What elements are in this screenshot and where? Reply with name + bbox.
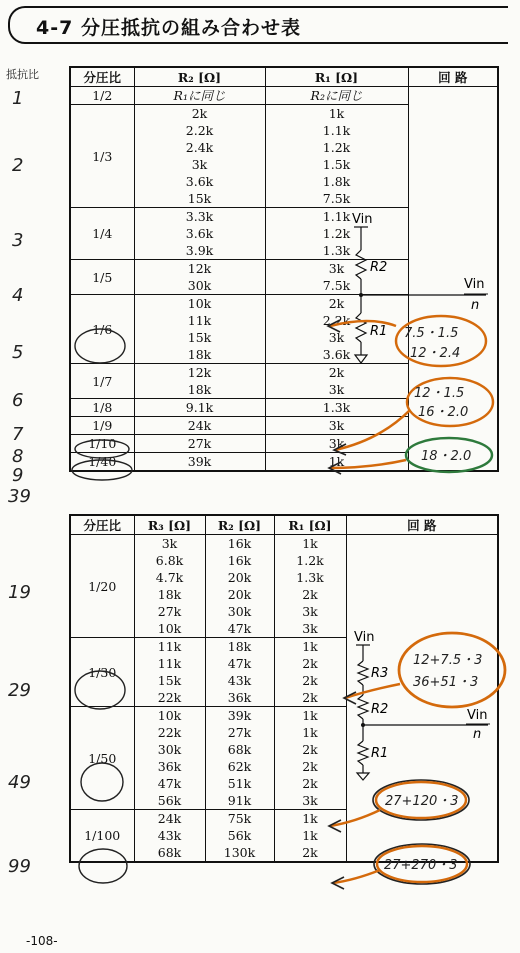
r2-cell: 51k: [205, 775, 274, 792]
r2-cell: 75k: [205, 810, 274, 828]
r1-cell: R₂に同じ: [265, 87, 408, 105]
r1-label: R1: [371, 746, 389, 761]
r2-cell: 30k: [134, 277, 265, 295]
margin-note: 5: [12, 342, 24, 363]
r3-cell: 30k: [134, 741, 205, 758]
r2-cell: 91k: [205, 792, 274, 810]
r1-cell: 3k: [274, 620, 346, 638]
col-header-circuit: 回 路: [346, 515, 498, 535]
ratio-cell: 1/20: [70, 535, 134, 638]
r2-cell: R₁に同じ: [134, 87, 265, 105]
r2-cell: 2.4k: [134, 139, 265, 156]
ratio-circle-1-100: [79, 849, 127, 883]
note-1-30-a: 12+7.5・3: [413, 653, 483, 668]
r1-cell: 2k: [265, 364, 408, 382]
r1-cell: 1.3k: [265, 399, 408, 417]
r3-cell: 11k: [134, 655, 205, 672]
ratio-cell: 1/8: [70, 399, 134, 417]
col-header-ratio: 分圧比: [70, 67, 134, 87]
r3-cell: 18k: [134, 586, 205, 603]
r2-cell: 18k: [205, 638, 274, 656]
ratio-circle-1-30: [75, 671, 125, 709]
section-title: 4-7 分圧抵抗の組み合わせ表: [36, 17, 301, 39]
ratio-cell: 1/5: [70, 260, 134, 295]
r2-cell: 20k: [205, 586, 274, 603]
col-header-r2: R₂ [Ω]: [134, 67, 265, 87]
r1-cell: 2k: [274, 741, 346, 758]
r1-cell: 2k: [274, 758, 346, 775]
r1-cell: 1.2k: [265, 225, 408, 242]
r2-cell: 47k: [205, 620, 274, 638]
annotation-arrow: [330, 321, 396, 326]
ratio-cell: 1/9: [70, 417, 134, 435]
r1-cell: 1.1k: [265, 208, 408, 226]
r2-cell: 3.6k: [134, 173, 265, 190]
vin-label: Vin: [352, 212, 373, 227]
r1-cell: 3k: [265, 435, 408, 453]
r1-cell: 3k: [274, 792, 346, 810]
r2-cell: 9.1k: [134, 399, 265, 417]
ratio-circle-1-50: [81, 763, 123, 801]
margin-note: 19: [8, 582, 31, 603]
ratio-cell: 1/3: [70, 105, 134, 208]
margin-note: 8: [12, 446, 24, 467]
margin-note: 4: [12, 285, 24, 306]
note-1-50: 27+120・3: [385, 794, 459, 809]
note-1-7-b: 16・2.0: [418, 405, 469, 420]
r2-cell: 43k: [205, 672, 274, 689]
ratio-circle-1-6: [75, 329, 125, 363]
r2-cell: 68k: [205, 741, 274, 758]
r2-cell: 12k: [134, 260, 265, 278]
r1-cell: 7.5k: [265, 190, 408, 208]
r1-cell: 1.2k: [274, 552, 346, 569]
ratio-cell: 1/2: [70, 87, 134, 105]
note-1-30-b: 36+51・3: [413, 675, 479, 690]
margin-note: 2: [12, 155, 24, 176]
r3-cell: 10k: [134, 620, 205, 638]
r2-cell: 15k: [134, 190, 265, 208]
margin-note: 49: [8, 772, 31, 793]
r1-cell: 3.6k: [265, 346, 408, 364]
ratio-cell: 1/4: [70, 208, 134, 260]
col-header-circuit: 回 路: [408, 67, 498, 87]
r2-cell: 39k: [134, 453, 265, 472]
r2-cell: 2k: [134, 105, 265, 123]
r2-cell: 3.9k: [134, 242, 265, 260]
vout-numerator: Vin: [467, 708, 488, 723]
r2-cell: 16k: [205, 552, 274, 569]
r1-cell: 1k: [274, 707, 346, 725]
r2-cell: 27k: [134, 435, 265, 453]
margin-note: 99: [8, 856, 31, 877]
r1-cell: 3k: [265, 329, 408, 346]
r2-cell: 27k: [205, 724, 274, 741]
r3-cell: 56k: [134, 792, 205, 810]
ratio-cell: 1/10: [70, 435, 134, 453]
r3-cell: 47k: [134, 775, 205, 792]
r3-cell: 15k: [134, 672, 205, 689]
r2-cell: 130k: [205, 844, 274, 862]
margin-label: 抵抗比: [6, 68, 39, 81]
annotation-circle-1-30: [399, 633, 505, 707]
r2-cell: 47k: [205, 655, 274, 672]
r1-cell: 2k: [274, 689, 346, 707]
r2-cell: 18k: [134, 381, 265, 399]
vout-denominator: n: [471, 298, 480, 313]
r2-cell: 15k: [134, 329, 265, 346]
r1-cell: 2k: [265, 295, 408, 313]
margin-note: 6: [12, 390, 24, 411]
r2-cell: 10k: [134, 295, 265, 313]
note-1-100: 27+270・3: [384, 858, 458, 873]
r2-cell: 39k: [205, 707, 274, 725]
r3-cell: 3k: [134, 535, 205, 553]
r2-cell: 16k: [205, 535, 274, 553]
r1-cell: 2k: [274, 844, 346, 862]
ratio-cell: 1/30: [70, 638, 134, 707]
vout-numerator: Vin: [464, 277, 485, 292]
r1-cell: 1.3k: [265, 242, 408, 260]
r1-cell: 1k: [274, 810, 346, 828]
r3-cell: 4.7k: [134, 569, 205, 586]
r3-cell: 43k: [134, 827, 205, 844]
r3-cell: 22k: [134, 689, 205, 707]
r1-cell: 2k: [274, 775, 346, 792]
r1-cell: 1k: [265, 105, 408, 123]
r1-cell: 3k: [265, 381, 408, 399]
r1-cell: 2k: [274, 672, 346, 689]
r1-cell: 2k: [274, 586, 346, 603]
r1-cell: 7.5k: [265, 277, 408, 295]
r2-cell: 3.3k: [134, 208, 265, 226]
r2-cell: 18k: [134, 346, 265, 364]
r2-cell: 3.6k: [134, 225, 265, 242]
r2-cell: 56k: [205, 827, 274, 844]
r3-cell: 10k: [134, 707, 205, 725]
vin-label: Vin: [354, 630, 375, 645]
r3-cell: 6.8k: [134, 552, 205, 569]
ratio-cell: 1/40: [70, 453, 134, 472]
margin-note: 9: [12, 465, 24, 486]
r3-cell: 22k: [134, 724, 205, 741]
r1-cell: 1k: [265, 453, 408, 472]
r2-cell: 11k: [134, 312, 265, 329]
r1-cell: 1k: [274, 724, 346, 741]
r1-cell: 1.3k: [274, 569, 346, 586]
margin-note: 29: [8, 680, 31, 701]
ratio-circle-1-9: [75, 440, 129, 458]
r2-cell: 62k: [205, 758, 274, 775]
margin-note: 3: [12, 230, 24, 251]
col-header-r1: R₁ [Ω]: [274, 515, 346, 535]
r1-cell: 2.2k: [265, 312, 408, 329]
r3-cell: 68k: [134, 844, 205, 862]
col-header-r1: R₁ [Ω]: [265, 67, 408, 87]
r2-cell: 12k: [134, 364, 265, 382]
r1-cell: 1k: [274, 638, 346, 656]
col-header-r3: R₃ [Ω]: [134, 515, 205, 535]
r1-cell: 3k: [274, 603, 346, 620]
r3-label: R3: [371, 666, 389, 681]
margin-note: 1: [12, 88, 24, 109]
r2-label: R2: [370, 260, 388, 275]
note-1-6-a: 7.5・1.5: [404, 326, 459, 341]
r2-cell: 3k: [134, 156, 265, 173]
r1-cell: 1k: [274, 535, 346, 553]
r1-cell: 3k: [265, 260, 408, 278]
r2-label: R2: [371, 702, 389, 717]
r1-cell: 1k: [274, 827, 346, 844]
r3-cell: 24k: [134, 810, 205, 828]
r3-cell: 27k: [134, 603, 205, 620]
note-1-10: 18・2.0: [421, 449, 472, 464]
ratio-cell: 1/50: [70, 707, 134, 810]
ratio-cell: 1/7: [70, 364, 134, 399]
page-number: -108-: [26, 934, 58, 948]
r2-cell: 36k: [205, 689, 274, 707]
r1-cell: 1.1k: [265, 122, 408, 139]
col-header-ratio: 分圧比: [70, 515, 134, 535]
r2-cell: 30k: [205, 603, 274, 620]
r1-cell: 1.2k: [265, 139, 408, 156]
r1-cell: 1.5k: [265, 156, 408, 173]
margin-note: 7: [12, 424, 24, 445]
r1-cell: 2k: [274, 655, 346, 672]
margin-note: 39: [8, 486, 31, 507]
r2-cell: 2.2k: [134, 122, 265, 139]
ratio-cell: 1/6: [70, 295, 134, 364]
r2-cell: 20k: [205, 569, 274, 586]
r3-cell: 36k: [134, 758, 205, 775]
col-header-r2: R₂ [Ω]: [205, 515, 274, 535]
r1-cell: 1.8k: [265, 173, 408, 190]
ratio-cell: 1/100: [70, 810, 134, 863]
note-1-6-b: 12・2.4: [410, 346, 461, 361]
r2-cell: 24k: [134, 417, 265, 435]
note-1-7-a: 12・1.5: [414, 386, 465, 401]
r3-cell: 11k: [134, 638, 205, 656]
r1-label: R1: [370, 324, 388, 339]
r1-cell: 3k: [265, 417, 408, 435]
vout-denominator: n: [473, 727, 482, 742]
ratio-circle-1-10: [72, 460, 132, 480]
